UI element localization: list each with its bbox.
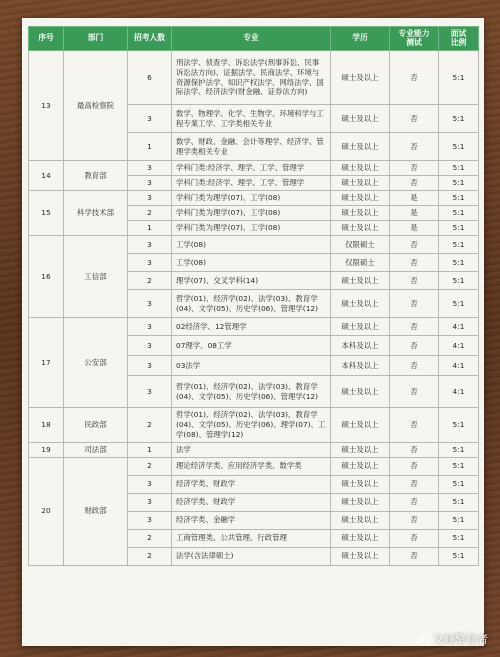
cell-interview-ratio: 4:1 <box>439 336 479 356</box>
cell-major: 理论经济学类、应用经济学类、数学类 <box>172 457 331 475</box>
table-row <box>29 318 479 336</box>
cell-seq: 15 <box>29 191 64 236</box>
cell-education: 仅限硕士 <box>331 254 390 272</box>
cell-major: 理学(07)、交叉学科(14) <box>172 272 331 290</box>
cell-major: 学科门类为理学(07)、工学(08) <box>172 206 331 221</box>
cell-education: 硕士及以上 <box>331 176 390 191</box>
cell-count: 3 <box>128 511 172 529</box>
cell-education: 硕士及以上 <box>331 529 390 547</box>
watermark-icon <box>417 633 430 646</box>
cell-major: 哲学(01)、经济学(02)、法学(03)、教育学(04)、文学(05)、历史学(06)、理学(07)、工学(08)、管理学(12) <box>172 408 331 443</box>
cell-major: 数学、物理学、化学、生物学、环境科学与工程专業工学、工学类相关专业 <box>172 105 331 133</box>
cell-seq: 16 <box>29 236 64 318</box>
cell-education: 硕士及以上 <box>331 547 390 565</box>
header-dept: 部门 <box>64 27 128 51</box>
cell-count: 2 <box>128 457 172 475</box>
cell-interview-ratio: 5:1 <box>439 442 479 457</box>
cell-count: 3 <box>128 376 172 408</box>
cell-count: 3 <box>128 475 172 493</box>
cell-interview-ratio: 4:1 <box>439 376 479 408</box>
cell-count: 3 <box>128 191 172 206</box>
cell-dept: 公安部 <box>64 318 128 408</box>
cell-interview-ratio: 4:1 <box>439 356 479 376</box>
cell-major: 07理学、08工学 <box>172 336 331 356</box>
cell-count: 3 <box>128 336 172 356</box>
cell-interview-ratio: 4:1 <box>439 318 479 336</box>
cell-ability-test: 否 <box>390 475 439 493</box>
cell-education: 硕士及以上 <box>331 105 390 133</box>
header-interview-ratio: 面试 比例 <box>439 27 479 51</box>
cell-seq: 13 <box>29 51 64 161</box>
cell-interview-ratio: 5:1 <box>439 475 479 493</box>
cell-education: 硕士及以上 <box>331 408 390 443</box>
cell-dept: 教育部 <box>64 161 128 191</box>
cell-seq: 14 <box>29 161 64 191</box>
cell-dept: 民政部 <box>64 408 128 443</box>
cell-interview-ratio: 5:1 <box>439 511 479 529</box>
cell-ability-test: 否 <box>390 336 439 356</box>
cell-ability-test: 否 <box>390 408 439 443</box>
cell-seq: 20 <box>29 457 64 565</box>
cell-interview-ratio: 5:1 <box>439 408 479 443</box>
cell-ability-test: 否 <box>390 529 439 547</box>
cell-seq: 17 <box>29 318 64 408</box>
cell-count: 3 <box>128 236 172 254</box>
cell-dept: 工信部 <box>64 236 128 318</box>
cell-interview-ratio: 5:1 <box>439 547 479 565</box>
cell-ability-test: 是 <box>390 191 439 206</box>
cell-education: 硕士及以上 <box>331 475 390 493</box>
cell-ability-test: 否 <box>390 176 439 191</box>
table-header-row <box>29 27 479 51</box>
cell-education: 本科及以上 <box>331 356 390 376</box>
cell-education: 硕士及以上 <box>331 161 390 176</box>
cell-major: 03法学 <box>172 356 331 376</box>
cell-ability-test: 否 <box>390 51 439 105</box>
document-page <box>22 18 484 646</box>
table-row <box>29 161 479 176</box>
cell-education: 硕士及以上 <box>331 133 390 161</box>
cell-interview-ratio: 5:1 <box>439 161 479 176</box>
cell-major: 刑法学、侦查学、诉讼法学(刑事诉讼、民事诉讼法方向)、证据法学、民商法学、环境与资源保护法学、知识产权法学、网络法学、国际法学、经济法学(财金融、证券法方向) <box>172 51 331 105</box>
cell-count: 2 <box>128 408 172 443</box>
cell-interview-ratio: 5:1 <box>439 176 479 191</box>
cell-ability-test: 否 <box>390 547 439 565</box>
cell-major: 经济学类、金融学 <box>172 511 331 529</box>
header-ability-test: 专业能力 测试 <box>390 27 439 51</box>
watermark <box>417 631 488 647</box>
cell-dept: 司法部 <box>64 442 128 457</box>
header-count: 招考人数 <box>128 27 172 51</box>
cell-interview-ratio: 5:1 <box>439 529 479 547</box>
cell-ability-test: 否 <box>390 511 439 529</box>
recruitment-table <box>28 26 479 566</box>
cell-education: 仅限硕士 <box>331 236 390 254</box>
cell-ability-test: 否 <box>390 493 439 511</box>
cell-count: 3 <box>128 318 172 336</box>
cell-interview-ratio: 5:1 <box>439 254 479 272</box>
cell-count: 3 <box>128 493 172 511</box>
cell-ability-test: 否 <box>390 254 439 272</box>
cell-major: 学科门类为理学(07)、工学(08) <box>172 191 331 206</box>
cell-ability-test: 否 <box>390 236 439 254</box>
cell-major: 02经济学、12管理学 <box>172 318 331 336</box>
cell-major: 学科门类:经济学、理学、工学、管理学 <box>172 161 331 176</box>
cell-education: 本科及以上 <box>331 336 390 356</box>
cell-education: 硕士及以上 <box>331 493 390 511</box>
cell-dept: 最高检察院 <box>64 51 128 161</box>
cell-major: 法学 <box>172 442 331 457</box>
cell-count: 6 <box>128 51 172 105</box>
cell-count: 3 <box>128 290 172 318</box>
cell-seq: 19 <box>29 442 64 457</box>
cell-count: 1 <box>128 133 172 161</box>
cell-education: 硕士及以上 <box>331 376 390 408</box>
cell-education: 硕士及以上 <box>331 206 390 221</box>
cell-count: 2 <box>128 529 172 547</box>
cell-interview-ratio: 5:1 <box>439 191 479 206</box>
cell-count: 2 <box>128 206 172 221</box>
cell-interview-ratio: 5:1 <box>439 221 479 236</box>
cell-ability-test: 否 <box>390 133 439 161</box>
table-row <box>29 442 479 457</box>
cell-dept: 财政部 <box>64 457 128 565</box>
cell-interview-ratio: 5:1 <box>439 272 479 290</box>
cell-major: 数学、财政、金融、会计等理学、经济学、管理学类相关专业 <box>172 133 331 161</box>
cell-education: 硕士及以上 <box>331 442 390 457</box>
cell-major: 工商管理类、公共管理、行政管理 <box>172 529 331 547</box>
cell-ability-test: 否 <box>390 442 439 457</box>
cell-major: 学科门类为理学(07)、工学(08) <box>172 221 331 236</box>
cell-major: 经济学类、财政学 <box>172 475 331 493</box>
cell-dept: 科学技术部 <box>64 191 128 236</box>
cell-ability-test: 否 <box>390 290 439 318</box>
header-seq: 序号 <box>29 27 64 51</box>
cell-ability-test: 否 <box>390 318 439 336</box>
cell-ability-test: 否 <box>390 457 439 475</box>
cell-major: 哲学(01)、经济学(02)、法学(03)、教育学(04)、文学(05)、历史学(06)、管理学(12) <box>172 376 331 408</box>
cell-education: 硕士及以上 <box>331 290 390 318</box>
cell-education: 硕士及以上 <box>331 191 390 206</box>
cell-major: 工学(08) <box>172 236 331 254</box>
cell-ability-test: 否 <box>390 356 439 376</box>
table-row <box>29 408 479 443</box>
header-education: 学历 <box>331 27 390 51</box>
cell-major: 法学(含法律硕士) <box>172 547 331 565</box>
cell-count: 1 <box>128 442 172 457</box>
cell-ability-test: 否 <box>390 161 439 176</box>
cell-major: 哲学(01)、经济学(02)、法学(03)、教育学(04)、文学(05)、历史学(06)、管理学(12) <box>172 290 331 318</box>
cell-ability-test: 否 <box>390 105 439 133</box>
table-row <box>29 51 479 105</box>
cell-seq: 18 <box>29 408 64 443</box>
cell-interview-ratio: 5:1 <box>439 457 479 475</box>
cell-interview-ratio: 5:1 <box>439 493 479 511</box>
cell-ability-test: 否 <box>390 272 439 290</box>
table-row <box>29 236 479 254</box>
cell-count: 3 <box>128 176 172 191</box>
cell-education: 硕士及以上 <box>331 272 390 290</box>
cell-interview-ratio: 5:1 <box>439 206 479 221</box>
cell-interview-ratio: 5:1 <box>439 290 479 318</box>
cell-interview-ratio: 5:1 <box>439 236 479 254</box>
cell-count: 1 <box>128 221 172 236</box>
cell-count: 3 <box>128 254 172 272</box>
cell-ability-test: 否 <box>390 376 439 408</box>
cell-education: 硕士及以上 <box>331 457 390 475</box>
cell-ability-test: 是 <box>390 206 439 221</box>
cell-major: 学科门类:经济学、理学、工学、管理学 <box>172 176 331 191</box>
cell-major: 工学(08) <box>172 254 331 272</box>
cell-education: 硕士及以上 <box>331 51 390 105</box>
cell-interview-ratio: 5:1 <box>439 51 479 105</box>
watermark-text: 文峰擎登者 <box>433 633 488 646</box>
cell-major: 经济学类、财政学 <box>172 493 331 511</box>
cell-count: 3 <box>128 161 172 176</box>
cell-count: 2 <box>128 272 172 290</box>
cell-education: 硕士及以上 <box>331 318 390 336</box>
cell-ability-test: 是 <box>390 221 439 236</box>
table-row <box>29 457 479 475</box>
header-major: 专业 <box>172 27 331 51</box>
table-row <box>29 191 479 206</box>
cell-interview-ratio: 5:1 <box>439 133 479 161</box>
cell-education: 硕士及以上 <box>331 511 390 529</box>
cell-interview-ratio: 5:1 <box>439 105 479 133</box>
cell-count: 2 <box>128 547 172 565</box>
cell-count: 3 <box>128 105 172 133</box>
cell-education: 硕士及以上 <box>331 221 390 236</box>
cell-count: 3 <box>128 356 172 376</box>
